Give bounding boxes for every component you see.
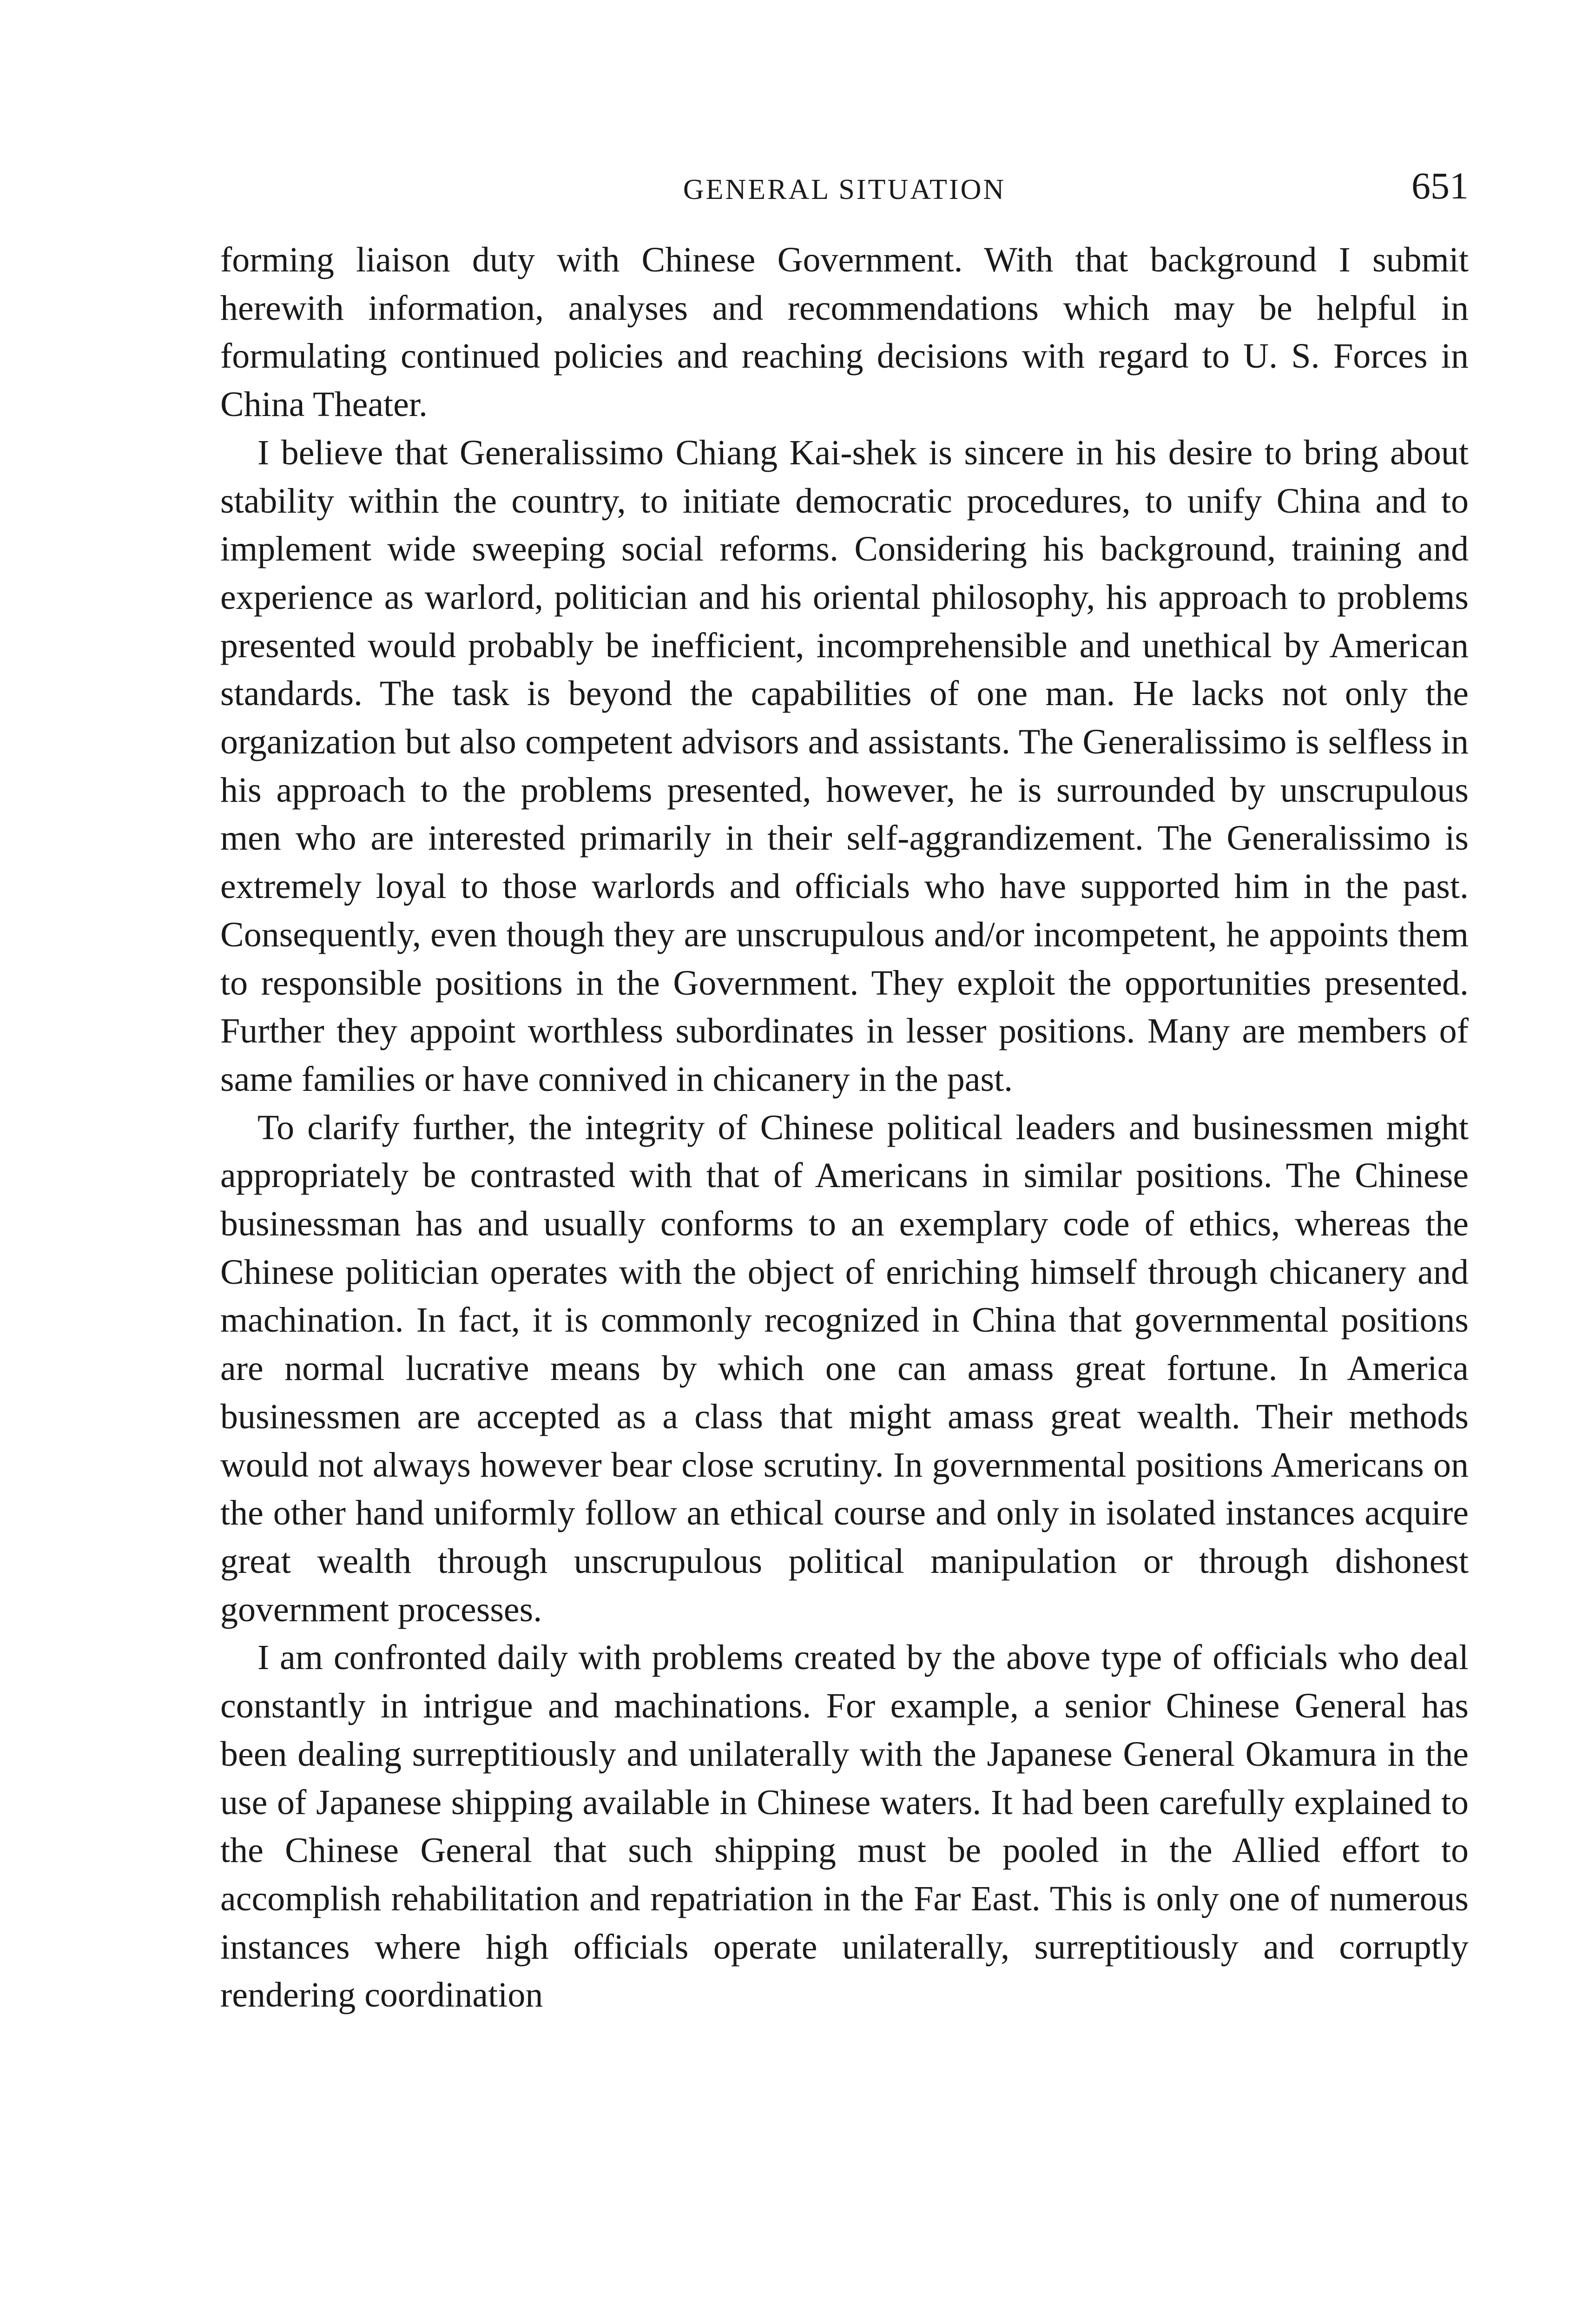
running-title: GENERAL SITUATION bbox=[683, 174, 1006, 205]
paragraph-integrity: To clarify further, the integrity of Chinese political leaders and businessmen might appropriately be contrasted with that of Americans in similar positions. The Chinese businessman has and usually conforms to an exemplary code of ethics, whereas the Chinese politician operates with the object of enriching himself through chicanery and machination. In fact, it is commonly recognized in China that governmental positions are normal lucrative means by which one can amass great fortune. In America businessmen are accepted as a class that might amass great wealth. Their methods would not always however bear close scrutiny. In governmental positions Americans on the other hand uniformly follow an ethical course and only in isolated instances acquire great wealth through unscrupulous political manipulation or through dishonest government processes. bbox=[220, 1108, 1469, 1629]
body-text bbox=[220, 236, 1469, 2020]
paragraph-officials: I am confronted daily with problems created by the above type of officials who deal constantly in intrigue and machinations. For example, a senior Chinese General has been dealing surreptitiously and unilaterally with the Japanese General Okamura in the use of Japanese shipping available in Chinese waters. It had been carefully explained to the Chinese General that such shipping must be pooled in the Allied effort to accomplish rehabilitation and repatriation in the Far East. This is only one of numerous instances where high officials operate unilaterally, surreptitiously and corruptly rendering coordination bbox=[220, 1638, 1469, 2015]
paragraph-generalissimo: I believe that Generalissimo Chiang Kai-shek is sincere in his desire to bring about stability within the country, to initiate democratic procedures, to unify China and to implement wide sweeping social reforms. Considering his background, training and experience as warlord, politician and his oriental philosophy, his approach to problems presented would probably be inefficient, incomprehensible and unethical by American standards. The task is beyond the capabilities of one man. He lacks not only the organization but also competent advisors and assistants. The Generalissimo is selfless in his approach to the problems presented, however, he is surrounded by unscrupulous men who are interested primarily in their self-aggrandizement. The Generalissimo is extremely loyal to those warlords and officials who have supported him in the past. Consequently, even though they are unscrupulous and/or incompetent, he appoints them to responsible positions in the Government. They exploit the opportunities presented. Further they appoint worthless subordinates in lesser positions. Many are members of same families or have connived in chicanery in the past. bbox=[220, 433, 1469, 1099]
paragraph-continued: forming liaison duty with Chinese Government. With that background I submit herewith information, analyses and recommendations which may be helpful in formulating continued policies and reaching decisions with regard to U. S. Forces in China Theater. bbox=[220, 240, 1469, 424]
running-head bbox=[220, 165, 1469, 216]
page-number: 651 bbox=[1411, 165, 1469, 207]
